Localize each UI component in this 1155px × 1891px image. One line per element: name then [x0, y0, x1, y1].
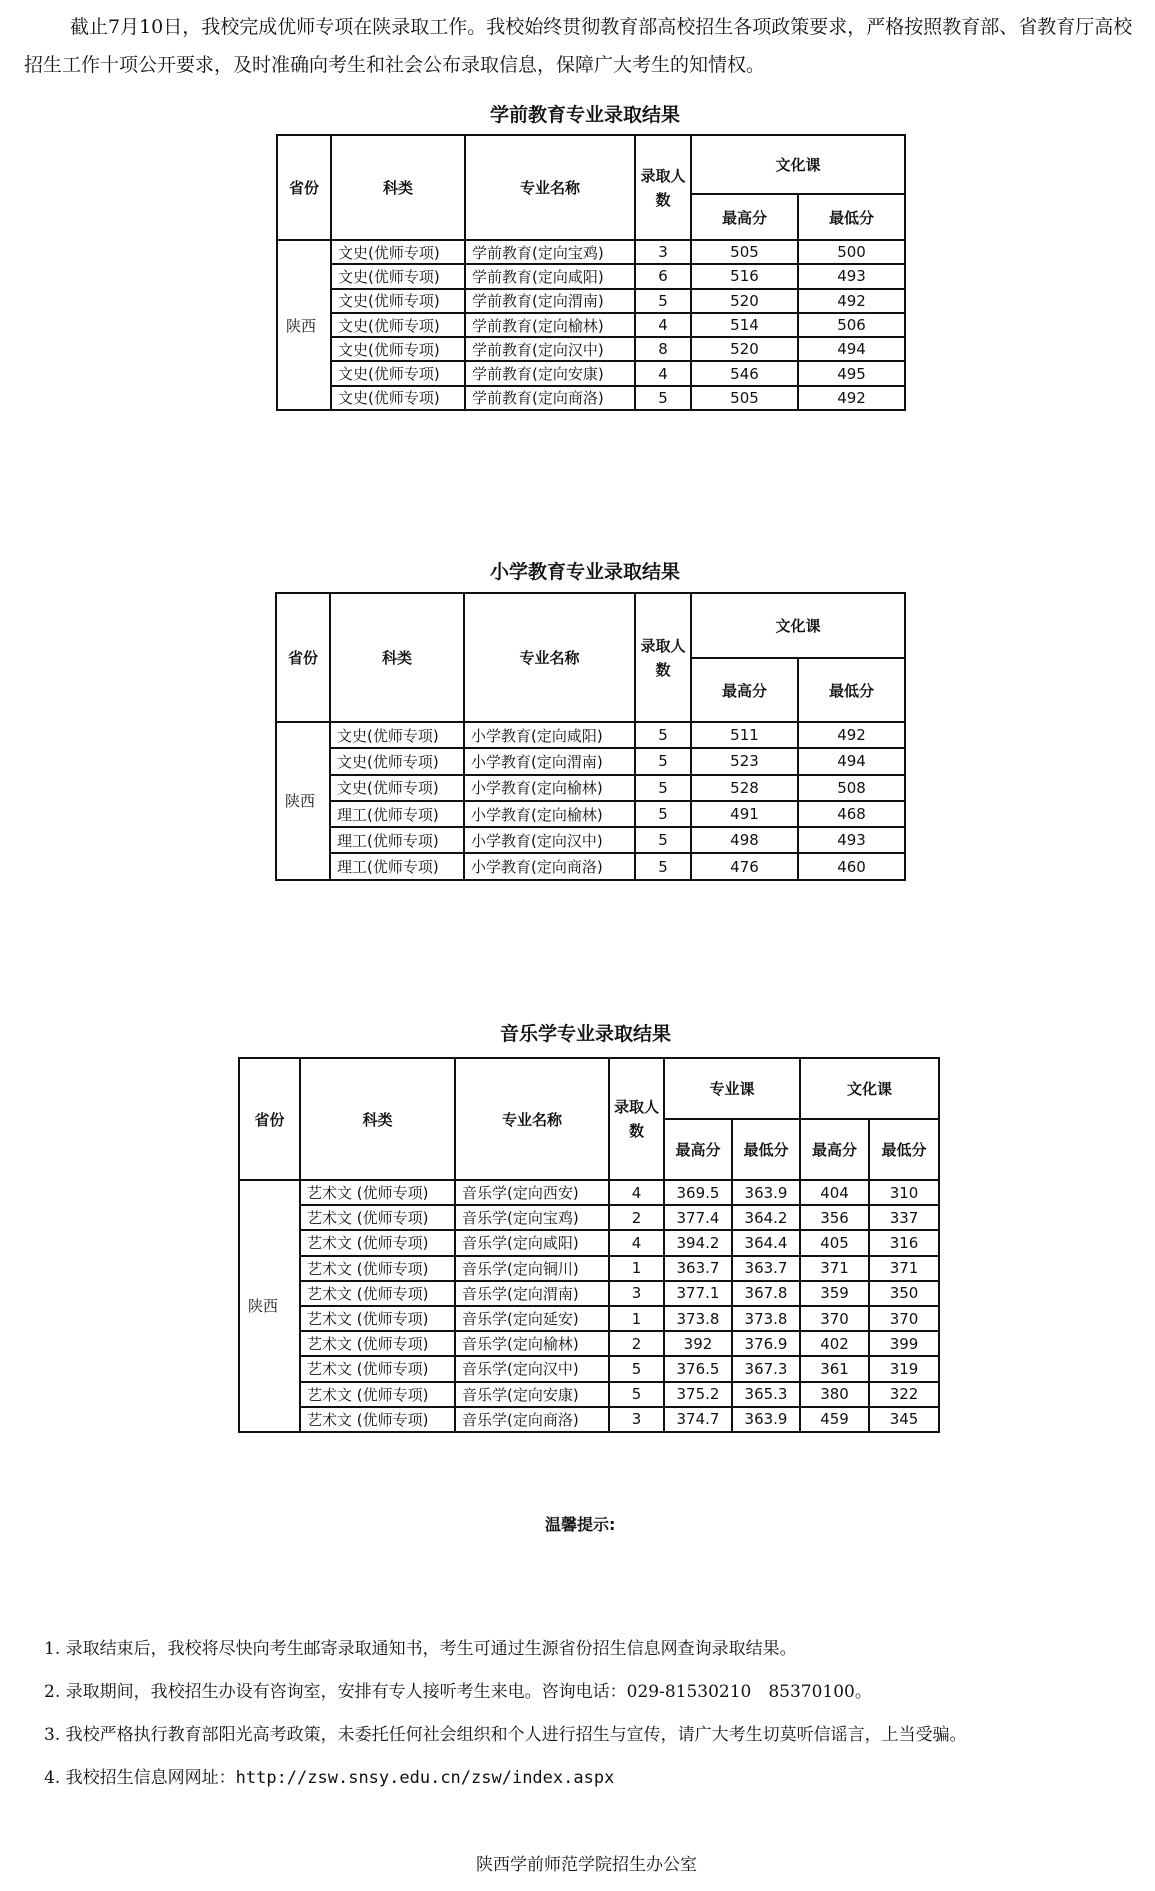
- culture-max-score-cell: 405: [800, 1230, 869, 1255]
- category-cell: 艺术文 (优师专项): [300, 1205, 455, 1230]
- culture-min-score-cell: 319: [869, 1356, 939, 1381]
- header-major: 专业名称: [455, 1058, 609, 1180]
- category-cell: 文史(优师专项): [331, 264, 465, 288]
- max-score-cell: 514: [691, 313, 798, 337]
- culture-min-score-cell: 322: [869, 1382, 939, 1407]
- culture-max-score-cell: 404: [800, 1180, 869, 1205]
- category-cell: 理工(优师专项): [330, 801, 464, 827]
- major-cell: 学前教育(定向宝鸡): [465, 240, 635, 264]
- category-cell: 文史(优师专项): [330, 775, 464, 801]
- max-score-cell: 546: [691, 361, 798, 385]
- major-cell: 音乐学(定向渭南): [455, 1281, 609, 1306]
- prof-max-score-cell: 375.2: [664, 1382, 732, 1407]
- province-cell: 陕西: [277, 240, 331, 410]
- culture-max-score-cell: 370: [800, 1306, 869, 1331]
- tip-url-prefix: 4. 我校招生信息网网址：: [44, 1768, 236, 1788]
- header-prof-min: 最低分: [732, 1119, 800, 1180]
- count-cell: 5: [609, 1356, 664, 1381]
- count-cell: 5: [635, 722, 691, 748]
- min-score-cell: 494: [798, 337, 905, 361]
- tip-item: 1. 录取结束后，我校将尽快向考生邮寄录取通知书，考生可通过生源省份招生信息网查询录取结果。: [44, 1639, 797, 1659]
- table-row: [239, 1230, 939, 1255]
- major-cell: 学前教育(定向安康): [465, 361, 635, 385]
- table-row: [239, 1407, 939, 1432]
- major-cell: 音乐学(定向商洛): [455, 1407, 609, 1432]
- major-cell: 学前教育(定向榆林): [465, 313, 635, 337]
- major-cell: 学前教育(定向咸阳): [465, 264, 635, 288]
- major-cell: 音乐学(定向咸阳): [455, 1230, 609, 1255]
- tips-list: [44, 1628, 967, 1800]
- count-cell: 5: [635, 289, 691, 313]
- count-cell: 3: [609, 1281, 664, 1306]
- table-row: [276, 853, 905, 879]
- primary-admission-table: [275, 592, 906, 881]
- prof-max-score-cell: 377.4: [664, 1205, 732, 1230]
- count-cell: 4: [609, 1180, 664, 1205]
- header-max: 最高分: [691, 658, 798, 722]
- min-score-cell: 508: [798, 775, 905, 801]
- table-row: [239, 1256, 939, 1281]
- category-cell: 艺术文 (优师专项): [300, 1306, 455, 1331]
- min-score-cell: 493: [798, 264, 905, 288]
- culture-max-score-cell: 361: [800, 1356, 869, 1381]
- max-score-cell: 528: [691, 775, 798, 801]
- signature: 陕西学前师范学院招生办公室: [476, 1855, 697, 1875]
- table-row: [239, 1331, 939, 1356]
- category-cell: 艺术文 (优师专项): [300, 1230, 455, 1255]
- prof-max-score-cell: 377.1: [664, 1281, 732, 1306]
- category-cell: 艺术文 (优师专项): [300, 1256, 455, 1281]
- max-score-cell: 520: [691, 337, 798, 361]
- tip-item: [44, 1757, 967, 1800]
- admissions-url-link[interactable]: http://zsw.snsy.edu.cn/zsw/index.aspx: [235, 1768, 615, 1788]
- max-score-cell: 505: [691, 240, 798, 264]
- max-score-cell: 505: [691, 386, 798, 410]
- table-row: [276, 722, 905, 748]
- table-row: [277, 313, 905, 337]
- max-score-cell: 498: [691, 827, 798, 853]
- min-score-cell: 506: [798, 313, 905, 337]
- header-prof-max: 最高分: [664, 1119, 732, 1180]
- table-row: [239, 1356, 939, 1381]
- count-cell: 5: [635, 853, 691, 879]
- count-cell: 5: [635, 775, 691, 801]
- category-cell: 文史(优师专项): [331, 313, 465, 337]
- tips-title: 温馨提示:: [545, 1515, 616, 1534]
- major-cell: 学前教育(定向汉中): [465, 337, 635, 361]
- table-row: [277, 386, 905, 410]
- category-cell: 文史(优师专项): [331, 289, 465, 313]
- category-cell: 文史(优师专项): [330, 748, 464, 774]
- count-cell: 5: [635, 801, 691, 827]
- prof-max-score-cell: 374.7: [664, 1407, 732, 1432]
- max-score-cell: 511: [691, 722, 798, 748]
- min-score-cell: 468: [798, 801, 905, 827]
- major-cell: 音乐学(定向宝鸡): [455, 1205, 609, 1230]
- table-row: [276, 801, 905, 827]
- min-score-cell: 460: [798, 853, 905, 879]
- table-row: [276, 748, 905, 774]
- count-cell: 1: [609, 1306, 664, 1331]
- prof-max-score-cell: 363.7: [664, 1256, 732, 1281]
- category-cell: 理工(优师专项): [330, 853, 464, 879]
- prof-max-score-cell: 376.5: [664, 1356, 732, 1381]
- major-cell: 小学教育(定向咸阳): [464, 722, 635, 748]
- table-row: [239, 1205, 939, 1230]
- max-score-cell: 520: [691, 289, 798, 313]
- count-cell: 3: [635, 240, 691, 264]
- header-count: 录取人数: [635, 593, 691, 722]
- culture-min-score-cell: 370: [869, 1306, 939, 1331]
- tip-item: 3. 我校严格执行教育部阳光高考政策，未委托任何社会组织和个人进行招生与宣传，请广大考生切莫听信谣言，上当受骗。: [44, 1725, 967, 1745]
- prof-min-score-cell: 363.7: [732, 1256, 800, 1281]
- table2-title: 小学教育专业录取结果: [490, 561, 681, 583]
- min-score-cell: 500: [798, 240, 905, 264]
- table-row: [277, 264, 905, 288]
- header-culture: 文化课: [800, 1058, 939, 1119]
- culture-min-score-cell: 316: [869, 1230, 939, 1255]
- count-cell: 4: [609, 1230, 664, 1255]
- count-cell: 4: [635, 313, 691, 337]
- culture-max-score-cell: 402: [800, 1331, 869, 1356]
- prof-min-score-cell: 376.9: [732, 1331, 800, 1356]
- category-cell: 艺术文 (优师专项): [300, 1180, 455, 1205]
- province-cell: 陕西: [239, 1180, 300, 1432]
- header-major: 专业名称: [465, 135, 635, 240]
- culture-max-score-cell: 359: [800, 1281, 869, 1306]
- category-cell: 理工(优师专项): [330, 827, 464, 853]
- header-count: 录取人数: [635, 135, 691, 240]
- prof-min-score-cell: 367.8: [732, 1281, 800, 1306]
- header-province: 省份: [239, 1058, 300, 1180]
- intro-paragraph: 截止7月10日，我校完成优师专项在陕录取工作。我校始终贯彻教育部高校招生各项政策要求，严格按照教育部、省教育厅高校招生工作十项公开要求，及时准确向考生和社会公布录取信息，保障广大考生的知情权。: [24, 16, 1133, 76]
- major-cell: 学前教育(定向商洛): [465, 386, 635, 410]
- table1-title: 学前教育专业录取结果: [490, 104, 681, 126]
- major-cell: 学前教育(定向渭南): [465, 289, 635, 313]
- count-cell: 1: [609, 1256, 664, 1281]
- count-cell: 4: [635, 361, 691, 385]
- table3-title: 音乐学专业录取结果: [500, 1023, 672, 1045]
- culture-max-score-cell: 380: [800, 1382, 869, 1407]
- prof-min-score-cell: 363.9: [732, 1180, 800, 1205]
- category-cell: 艺术文 (优师专项): [300, 1356, 455, 1381]
- table-row: [277, 289, 905, 313]
- prof-min-score-cell: 364.4: [732, 1230, 800, 1255]
- table-row: [277, 337, 905, 361]
- header-culture: 文化课: [691, 593, 905, 658]
- min-score-cell: 495: [798, 361, 905, 385]
- preschool-admission-table: [276, 134, 906, 411]
- min-score-cell: 492: [798, 289, 905, 313]
- header-category: 科类: [330, 593, 464, 722]
- table-row: [239, 1382, 939, 1407]
- category-cell: 艺术文 (优师专项): [300, 1407, 455, 1432]
- table-row: [239, 1281, 939, 1306]
- category-cell: 艺术文 (优师专项): [300, 1331, 455, 1356]
- header-category: 科类: [331, 135, 465, 240]
- max-score-cell: 516: [691, 264, 798, 288]
- culture-max-score-cell: 459: [800, 1407, 869, 1432]
- header-culture: 文化课: [691, 135, 905, 194]
- major-cell: 音乐学(定向延安): [455, 1306, 609, 1331]
- header-count: 录取人数: [609, 1058, 664, 1180]
- header-culture-max: 最高分: [800, 1119, 869, 1180]
- category-cell: 文史(优师专项): [331, 337, 465, 361]
- prof-min-score-cell: 364.2: [732, 1205, 800, 1230]
- header-culture-min: 最低分: [869, 1119, 939, 1180]
- major-cell: 小学教育(定向榆林): [464, 801, 635, 827]
- count-cell: 5: [609, 1382, 664, 1407]
- table-row: [239, 1180, 939, 1205]
- count-cell: 5: [635, 386, 691, 410]
- major-cell: 音乐学(定向安康): [455, 1382, 609, 1407]
- header-major: 专业名称: [464, 593, 635, 722]
- category-cell: 艺术文 (优师专项): [300, 1382, 455, 1407]
- min-score-cell: 492: [798, 722, 905, 748]
- header-professional: 专业课: [664, 1058, 800, 1119]
- count-cell: 5: [635, 748, 691, 774]
- count-cell: 8: [635, 337, 691, 361]
- culture-min-score-cell: 371: [869, 1256, 939, 1281]
- major-cell: 音乐学(定向铜川): [455, 1256, 609, 1281]
- prof-max-score-cell: 392: [664, 1331, 732, 1356]
- major-cell: 音乐学(定向西安): [455, 1180, 609, 1205]
- culture-max-score-cell: 371: [800, 1256, 869, 1281]
- header-province: 省份: [276, 593, 330, 722]
- prof-min-score-cell: 365.3: [732, 1382, 800, 1407]
- province-cell: 陕西: [276, 722, 330, 880]
- prof-min-score-cell: 367.3: [732, 1356, 800, 1381]
- header-min: 最低分: [798, 194, 905, 240]
- tip-item: 2. 录取期间，我校招生办设有咨询室，安排有专人接听考生来电。咨询电话：029-81530210 85370100。: [44, 1682, 872, 1702]
- min-score-cell: 493: [798, 827, 905, 853]
- culture-min-score-cell: 350: [869, 1281, 939, 1306]
- min-score-cell: 492: [798, 386, 905, 410]
- count-cell: 6: [635, 264, 691, 288]
- max-score-cell: 491: [691, 801, 798, 827]
- table-row: [276, 827, 905, 853]
- prof-min-score-cell: 363.9: [732, 1407, 800, 1432]
- category-cell: 文史(优师专项): [331, 240, 465, 264]
- header-min: 最低分: [798, 658, 905, 722]
- culture-max-score-cell: 356: [800, 1205, 869, 1230]
- culture-min-score-cell: 310: [869, 1180, 939, 1205]
- min-score-cell: 494: [798, 748, 905, 774]
- major-cell: 小学教育(定向榆林): [464, 775, 635, 801]
- category-cell: 文史(优师专项): [331, 386, 465, 410]
- header-category: 科类: [300, 1058, 455, 1180]
- culture-min-score-cell: 345: [869, 1407, 939, 1432]
- major-cell: 音乐学(定向汉中): [455, 1356, 609, 1381]
- major-cell: 音乐学(定向榆林): [455, 1331, 609, 1356]
- header-province: 省份: [277, 135, 331, 240]
- table-row: [276, 775, 905, 801]
- table-row: [239, 1306, 939, 1331]
- header-max: 最高分: [691, 194, 798, 240]
- category-cell: 艺术文 (优师专项): [300, 1281, 455, 1306]
- table-row: [277, 240, 905, 264]
- major-cell: 小学教育(定向渭南): [464, 748, 635, 774]
- major-cell: 小学教育(定向商洛): [464, 853, 635, 879]
- count-cell: 2: [609, 1205, 664, 1230]
- max-score-cell: 523: [691, 748, 798, 774]
- table-row: [277, 361, 905, 385]
- count-cell: 5: [635, 827, 691, 853]
- major-cell: 小学教育(定向汉中): [464, 827, 635, 853]
- prof-max-score-cell: 369.5: [664, 1180, 732, 1205]
- count-cell: 2: [609, 1331, 664, 1356]
- category-cell: 文史(优师专项): [331, 361, 465, 385]
- count-cell: 3: [609, 1407, 664, 1432]
- max-score-cell: 476: [691, 853, 798, 879]
- prof-min-score-cell: 373.8: [732, 1306, 800, 1331]
- prof-max-score-cell: 373.8: [664, 1306, 732, 1331]
- prof-max-score-cell: 394.2: [664, 1230, 732, 1255]
- culture-min-score-cell: 399: [869, 1331, 939, 1356]
- culture-min-score-cell: 337: [869, 1205, 939, 1230]
- category-cell: 文史(优师专项): [330, 722, 464, 748]
- music-admission-table: [238, 1057, 940, 1433]
